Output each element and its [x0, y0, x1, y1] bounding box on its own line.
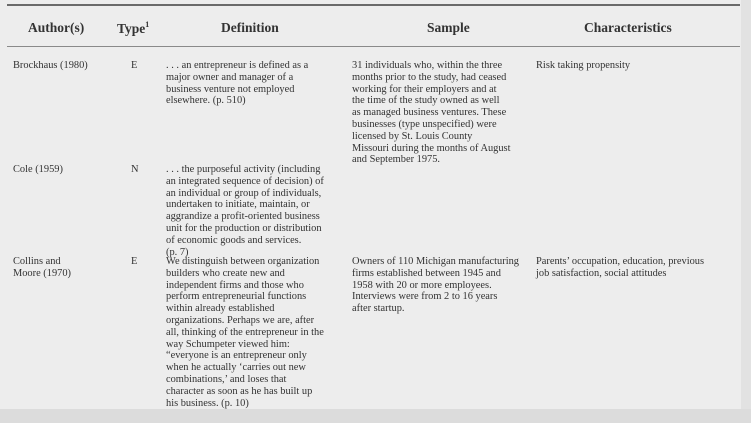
header-characteristics: Characteristics [584, 20, 672, 35]
row1-characteristics: Risk taking propensity [536, 60, 631, 71]
right-margin [741, 0, 751, 423]
row2-author: Cole (1959) [13, 164, 63, 175]
row3-sample: Owners of 110 Michigan manufacturing firms established between 1945 and 1958 with 20 or more employees. Interviews were from 2 to 16 years after startup. [352, 256, 519, 315]
row3-definition: We distinguish between organization builders who create new and independent firms and those who perform entrepreneurial functions within already established organizations. Perhaps we are, after all, thinking of the entrepreneur in the way Schumpeter viewed him: “everyone is an entrepreneur only when he actually ‘carries out new combinations,’ and loses that character as soon as he has built up his business. (p. 10) [166, 256, 324, 409]
row2-type: N [131, 164, 139, 175]
header-rule [7, 46, 740, 47]
table-top-rule [7, 4, 740, 6]
row3-characteristics: Parents’ occupation, education, previous job satisfaction, social attitudes [536, 256, 705, 279]
header-definition: Definition [221, 20, 279, 35]
row1-author: Brockhaus (1980) [13, 60, 88, 71]
bottom-margin [0, 409, 751, 423]
row3-type: E [131, 256, 138, 267]
header-sample: Sample [427, 20, 470, 35]
header-type-label: Type [117, 21, 146, 36]
header-type-footnote: 1 [145, 20, 150, 29]
row3-author: Collins and Moore (1970) [13, 256, 72, 279]
row1-definition: . . . an entrepreneur is defined as a major owner and manager of a business venture not employed elsewhere. (p. 510) [166, 60, 309, 107]
header-author: Author(s) [28, 20, 85, 35]
header-type [117, 20, 149, 37]
row1-sample: 31 individuals who, within the three months prior to the study, had ceased working for their employers and at the time of the study owned as well as managed business ventures. These businesses (type unspecified) were licensed by St. Louis County Missouri during the months of August and September 1975. [352, 60, 511, 166]
row2-definition: . . . the purposeful activity (including an integrated sequence of decision) of an individual or group of individuals, undertaken to initiate, maintain, or aggrandize a profit-oriented business unit for the production or distribution of economic goods and services. (p. 7) [166, 164, 324, 258]
row1-type: E [131, 60, 138, 71]
